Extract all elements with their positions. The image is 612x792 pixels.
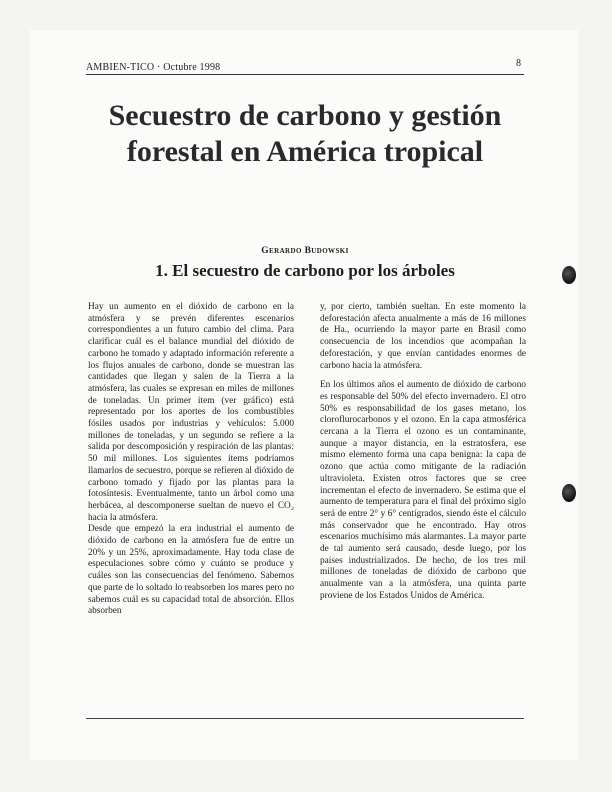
left-column (88, 302, 294, 618)
punch-hole-bottom (562, 484, 576, 502)
paragraph: y, por cierto, también sueltan. En este momento la deforestación afecta anualmente a más de 16 millones de Ha., ocurriendo la mayor parte en Brasil como consecuencia de los incendios que acompañan la deforestación, y que envían cantidades enormes de carbono hacia la atmósfera. (320, 302, 526, 371)
paragraph: En los últimos años el aumento de dióxido de carbono es responsable del 50% del efecto invernadero. El otro 50% es responsabilidad de los gases metano, los cloroflurocarbonos y el ozono. En la capa atmosférica cercana a la Tierra el ozono es un contaminante, aunque a mayor distancia, en la estratosfera, ese mismo elemento forma una capa benigna: la capa de ozono que actúa como mitigante de la radiación ultravioleta. Existen otros factores que se cree incrementan el efecto de invernadero. Se estima que el aumento de temperatura para el final del próximo siglo será de entre 2° y 6° centígrados, siendo éste el cálculo más conservador que he encontrado. Hay otros escenarios muchísimo más alarmantes. La mayor parte de tal aumento será causado, desde luego, por los países industrializados. De hecho, de los tres mil millones de toneladas de dióxido de carbono que anualmente van a la atmósfera, una quinta parte proviene de los Estados Unidos de América. (320, 380, 526, 601)
footer-rule (86, 718, 524, 719)
running-head: AMBIEN-TICO · Octubre 1998 (86, 62, 221, 73)
section-heading: 1. El secuestro de carbono por los árboles (155, 261, 455, 280)
article-title: Secuestro de carbono y gestión forestal en América tropical (108, 99, 502, 168)
punch-hole-top (562, 266, 576, 284)
paragraph: Hay un aumento en el dióxido de carbono en la atmósfera y se prevén diferentes escenarios correspondientes a un futuro cambio del clima. Para clarificar cuál es el balance mundial del dióxido de carbono he tomado y adaptado información referente a los flujos anuales de carbono, donde se muestran las cantidades que llegan y salen de la Tierra a la atmósfera, las cuales se expresan en miles de millones de toneladas. Un primer ítem (ver gráfico) está representado por los aportes de los combustibles fósiles usados por industrias y vehículos: 5.000 millones de toneladas, y un segundo se refiere a la salida por descomposición y respiración de las plantas: 50 mil millones. Los siguientes ítems podríamos llamarlos de secuestro, porque se refieren al dióxido de carbono tomado y fijado por las plantas para la fotosíntesis. Eventualmente, tanto un árbol como una herbácea, al descomponerse sueltan de nuevo el CO₂ hacia la atmósfera. (88, 302, 294, 523)
right-column (320, 302, 526, 603)
page-number: 8 (516, 58, 521, 69)
header-rule (86, 74, 524, 75)
paragraph: Desde que empezó la era industrial el aumento de dióxido de carbono en la atmósfera fue de entre un 20% y un 25%, aproximadamente. Hay toda clase de especulaciones sobre cómo y cuánto se produce y cuáles son las consecuencias del fenómeno. Sabemos que parte de lo soltado lo reabsorben los mares pero no sabemos cuál es su capacidad total de absorción. Ellos absorben (88, 524, 294, 617)
article-author: Gerardo Budowski (261, 246, 349, 256)
